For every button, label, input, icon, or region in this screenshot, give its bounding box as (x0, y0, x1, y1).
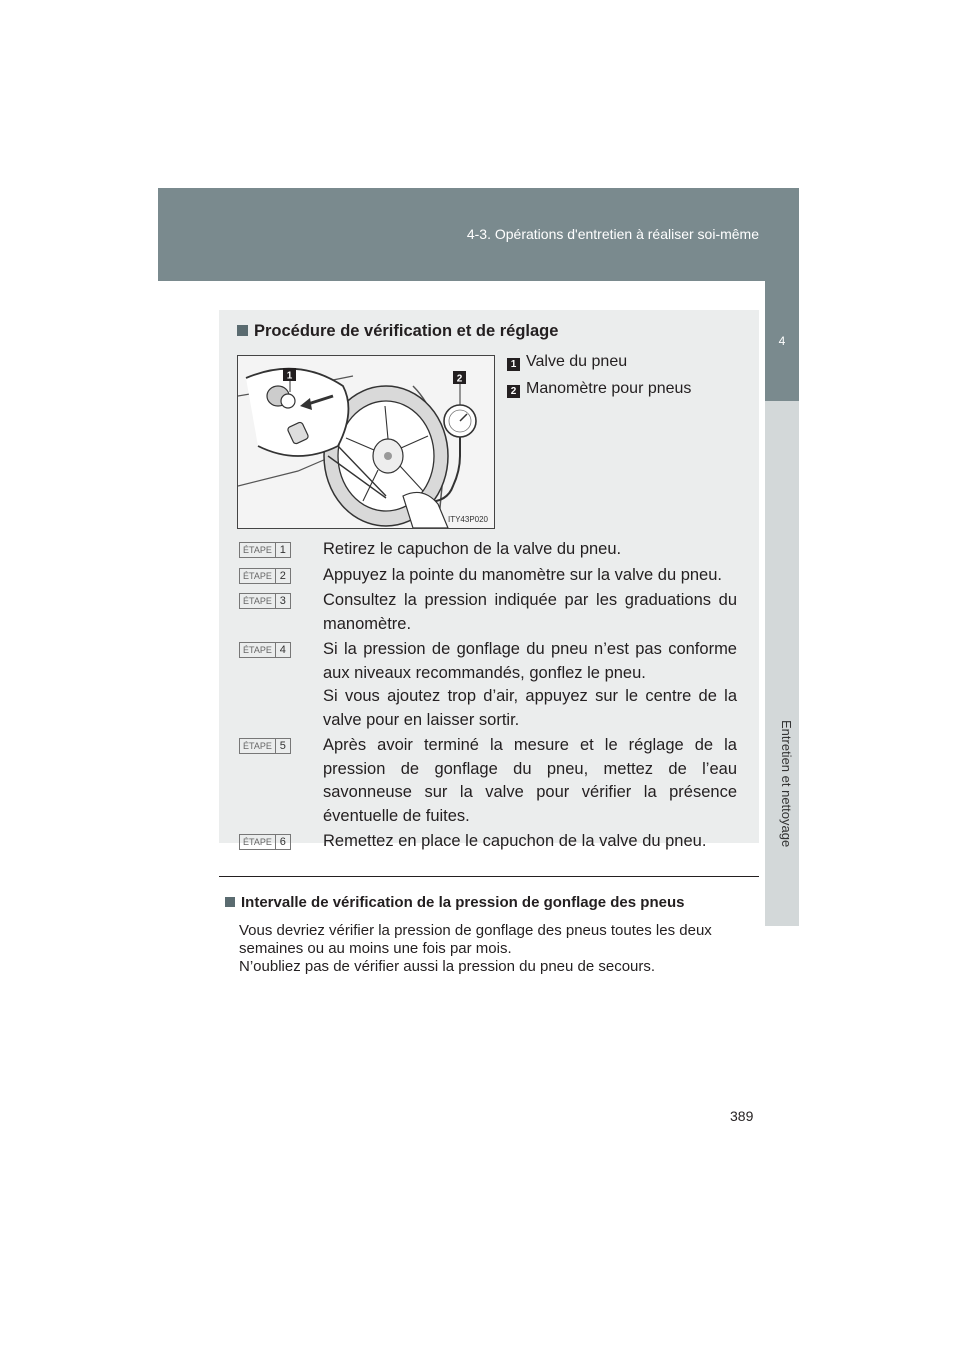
step-text: Consultez la pression indiquée par les graduations du manomètre. (323, 591, 737, 633)
step-text: Remettez en place le capuchon de la valve du pneu. (323, 832, 707, 850)
step-text: Appuyez la pointe du manomètre sur la valve du pneu. (323, 565, 722, 584)
interval-text: Vous devriez vérifier la pression de gonflage des pneus toutes les deux semaines ou au moins une fois par mois. (239, 922, 712, 957)
step-text: Si la pression de gonflage du pneu n’est pas conforme aux niveaux recommandés, gonflez le pneu. (323, 640, 737, 682)
procedure-title-text: Procédure de vérification et de réglage (254, 322, 559, 340)
tire-gauge-illustration (237, 355, 495, 529)
procedure-title (237, 322, 558, 341)
step-badge: ÉTAPE 3 (239, 593, 291, 609)
legend-label: Valve du pneu (526, 353, 628, 370)
interval-title (225, 894, 755, 911)
svg-text:1: 1 (286, 370, 293, 382)
step-item (239, 638, 737, 732)
divider (219, 876, 759, 877)
step-text: Après avoir terminé la mesure et le réglage de la pression de gonflage du pneu, mettez de l’eau savonneuse sur la valve pour vérifier la présence éventuelle de fuites. (323, 736, 737, 825)
step-item (239, 564, 737, 588)
step-item (239, 734, 737, 828)
square-bullet-icon (225, 897, 235, 907)
number-1-icon: 1 (507, 358, 520, 371)
step-text: Si vous ajoutez trop d’air, appuyez sur le centre de la valve pour en laisser sortir. (323, 687, 737, 729)
interval-title-text: Intervalle de vérification de la pression de gonflage des pneus (241, 894, 685, 911)
number-2-icon: 2 (507, 385, 520, 398)
step-badge: ÉTAPE 2 (239, 568, 291, 584)
section-title: 4-3. Opérations d'entretien à réaliser soi-même (466, 226, 759, 242)
legend-item (507, 375, 691, 402)
step-badge: ÉTAPE 6 (239, 834, 291, 850)
tire-valve-gauge-icon (238, 356, 494, 528)
step-badge: ÉTAPE 4 (239, 642, 291, 658)
page-number: 389 (730, 1108, 754, 1124)
legend-item (507, 348, 691, 375)
square-bullet-icon (237, 325, 248, 336)
step-badge: ÉTAPE 1 (239, 542, 291, 558)
step-item (239, 830, 737, 854)
step-text: Retirez le capuchon de la valve du pneu. (323, 540, 622, 558)
header-band (158, 188, 799, 281)
interval-section (225, 894, 755, 976)
image-code: ITY43P020 (447, 515, 488, 524)
chapter-number: 4 (765, 281, 799, 401)
procedure-box (219, 310, 759, 850)
interval-text: N’oubliez pas de vérifier aussi la pression du pneu de secours. (239, 958, 656, 975)
step-badge: ÉTAPE 5 (239, 738, 291, 754)
legend (507, 348, 691, 402)
step-item (239, 538, 737, 562)
svg-text:2: 2 (456, 373, 463, 385)
step-item (239, 589, 737, 636)
step-list (239, 538, 737, 856)
interval-body (239, 922, 755, 976)
legend-label: Manomètre pour pneus (526, 380, 692, 397)
chapter-label: Entretien et nettoyage (779, 720, 794, 848)
